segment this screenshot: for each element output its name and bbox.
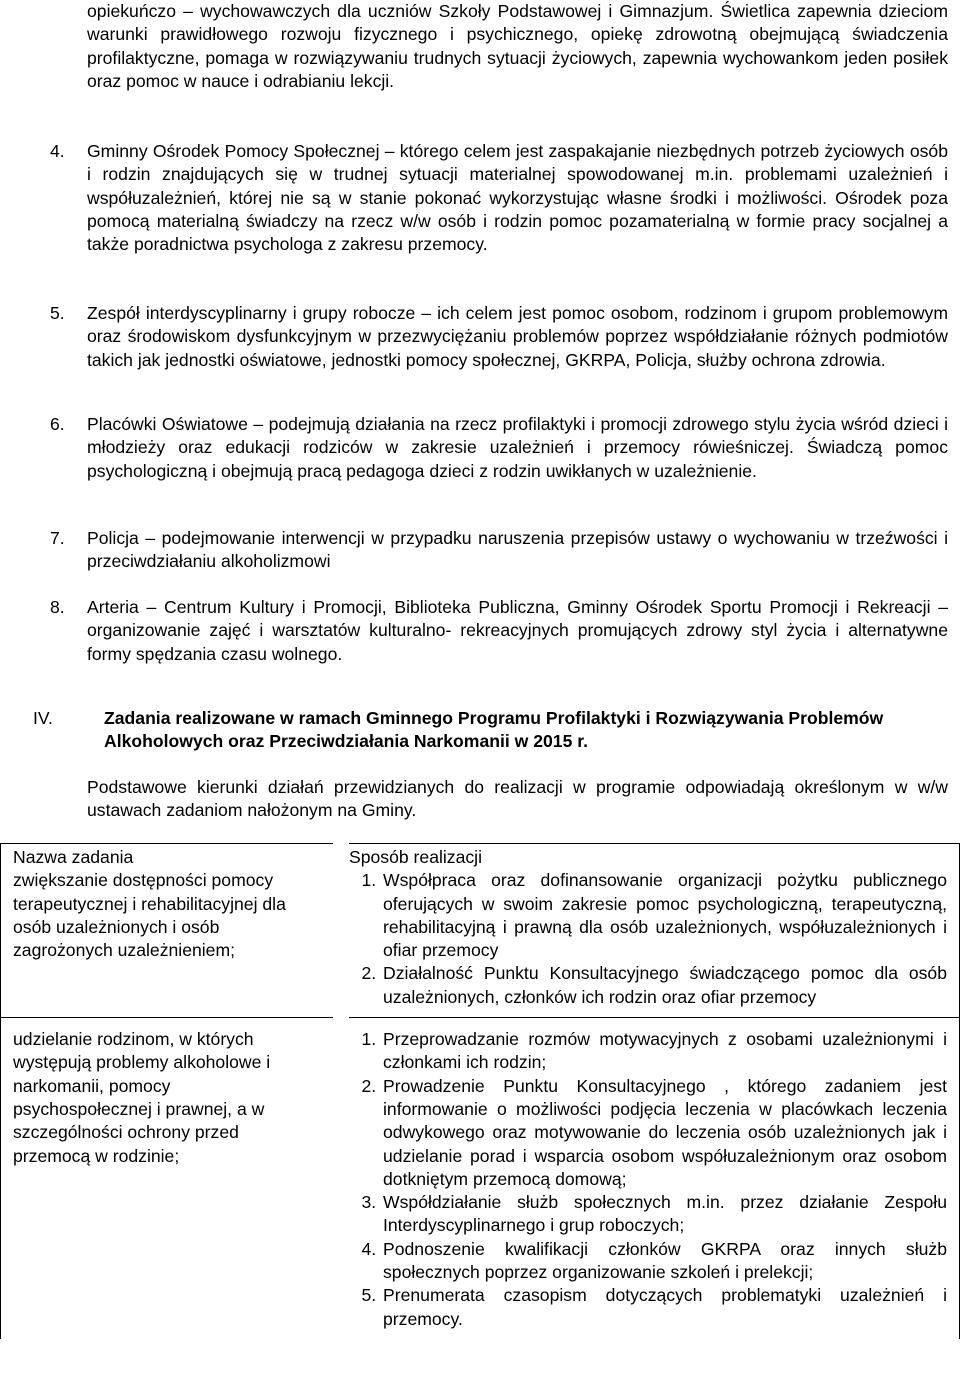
list-item-text: Policja – podejmowanie interwencji w przypadku naruszenia przepisów ustawy o wychowaniu w trzeźwości i przeciwdziałaniu alkoholizmowi [87, 528, 948, 572]
section-heading-block [33, 707, 948, 754]
list-item-number: 5. [50, 303, 65, 323]
table-header-row [1, 844, 960, 1018]
header-cell-task [1, 844, 334, 1018]
intro-paragraph [87, 0, 948, 93]
method-item: 1. Współpraca oraz dofinansowanie organizacji pożytku publicznego oferujących w swoim zakresie pomoc psychologiczną, terapeutyczną, rehabilitacyjną i prawną dla osób uzależnionych, współuzależnionych i ofiar przemocy [381, 869, 947, 962]
table-row [1, 1018, 960, 1339]
method-item: 2. Działalność Punktu Konsultacyjnego świadczącego pomoc dla osób uzależnionych, członków ich rodzin oraz ofiar przemocy [381, 962, 947, 1009]
method-cell [349, 1018, 960, 1339]
task-name: udzielanie rodzinom, w których występują problemy alkoholowe i narkomanii, pomocy psychospołecznej i prawnej, a w szczególności ochrony przed przemocą w rodzinie; [13, 1029, 271, 1166]
task-name: zwiększanie dostępności pomocy terapeutycznej i rehabilitacyjnej dla osób uzależnionych i osób zagrożonych uzależnieniem; [13, 870, 286, 961]
list-item-text: Arteria – Centrum Kultury i Promocji, Biblioteka Publiczna, Gminny Ośrodek Sportu Promocji i Rekreacji – organizowanie zajęć i warsztatów kulturalno- rekreacyjnych promujących zdrowy styl życia i alternatywne formy spędzania czasu wolnego. [87, 597, 948, 664]
method-item: 5. Prenumerata czasopism dotyczących problematyki uzależnień i przemocy. [381, 1284, 947, 1331]
method-item: 4. Podnoszenie kwalifikacji członków GKRPA oraz innych służb społecznych poprzez organizowanie szkoleń i prelekcji; [381, 1238, 947, 1285]
list-item-7 [50, 527, 948, 574]
list-item-8 [50, 596, 948, 666]
column-header-task: Nazwa zadania [13, 847, 134, 867]
method-item: 3. Współdziałanie służb społecznych m.in. przez działanie Zespołu Interdyscyplinarnego i grup roboczych; [381, 1191, 947, 1238]
list-item-number: 8. [50, 597, 65, 617]
list-item-text: Gminny Ośrodek Pomocy Społecznej – którego celem jest zaspakajanie niezbędnych potrzeb życiowych osób i rodzin znajdujących się w trudnej sytuacji materialnej spowodowanej m.in. problemami uzależnień i współuzależnień, której nie są w stanie pokonać wykorzystując własne środki i możliwości. Ośrodek poza pomocą materialną świadczy na rzecz w/w osób i rodzin pomoc pozamaterialną w formie pracy socjalnej a także poradnictwa psychologa z zakresu przemocy. [87, 141, 948, 255]
intro-text: opiekuńczo – wychowawczych dla uczniów Szkoły Podstawowej i Gimnazjum. Świetlica zapewnia dzieciom warunki prawidłowego rozwoju fizycznego i psychicznego, opiekę zdrowotną obejmującą świadczenia profilaktyczne, pomaga w rozwiązywaniu trudnych sytuacji życiowych, zapewnia wychowankom jeden posiłek oraz pomoc w nauce i odrabianiu lekcji. [87, 1, 948, 91]
section-number: IV. [33, 708, 53, 728]
method-item: 1. Przeprowadzanie rozmów motywacyjnych z osobami uzależnionymi i członkami ich rodzin; [381, 1028, 947, 1075]
method-item: 2. Prowadzenie Punktu Konsultacyjnego , którego zadaniem jest informowanie o możliwości podjęcia leczenia w placówkach leczenia odwykowego oraz motywowanie do leczenia osób uzależnionych jak i udzielanie porad i wsparcia osobom współuzależnionym oraz osobom dotkniętym przemocą domową; [381, 1075, 947, 1191]
lead-paragraph: Podstawowe kierunki działań przewidzianych do realizacji w programie odpowiadają określonym w w/w ustawach zadaniom nałożonym na Gminy. [87, 777, 948, 821]
task-cell [1, 1018, 334, 1339]
list-item-number: 6. [50, 414, 65, 434]
list-item-6 [50, 413, 948, 483]
list-item-4 [50, 140, 948, 256]
list-item-text: Placówki Oświatowe – podejmują działania na rzecz profilaktyki i promocji zdrowego stylu życia wśród dzieci i młodzieży oraz edukacji rodziców w zakresie uzależnień i przemocy rówieśniczej. Świadczą pomoc psychologiczną i obejmują pracą pedagoga dzieci z rodzin uwikłanych w uzależnienie. [87, 414, 948, 481]
method-list [349, 1028, 947, 1331]
tasks-table [0, 843, 960, 1339]
column-header-method: Sposób realizacji [349, 847, 483, 867]
list-item-text: Zespół interdyscyplinarny i grupy robocze – ich celem jest pomoc osobom, rodzinom i grupom problemowym oraz środowiskom dysfunkcyjnym w przezwyciężaniu problemów poprzez współdziałanie różnych podmiotów takich jak jednostki oświatowe, jednostki pomocy społecznej, GKRPA, Policja, służby ochrona zdrowia. [87, 303, 948, 370]
list-item-number: 4. [50, 141, 65, 161]
section-title: Zadania realizowane w ramach Gminnego Programu Profilaktyki i Rozwiązywania Problemów Alkoholowych oraz Przeciwdziałania Narkomanii w 2015 r. [104, 708, 884, 752]
list-item-number: 7. [50, 528, 65, 548]
header-cell-method [349, 844, 960, 1018]
list-item-5 [50, 302, 948, 372]
method-list [349, 869, 947, 1009]
